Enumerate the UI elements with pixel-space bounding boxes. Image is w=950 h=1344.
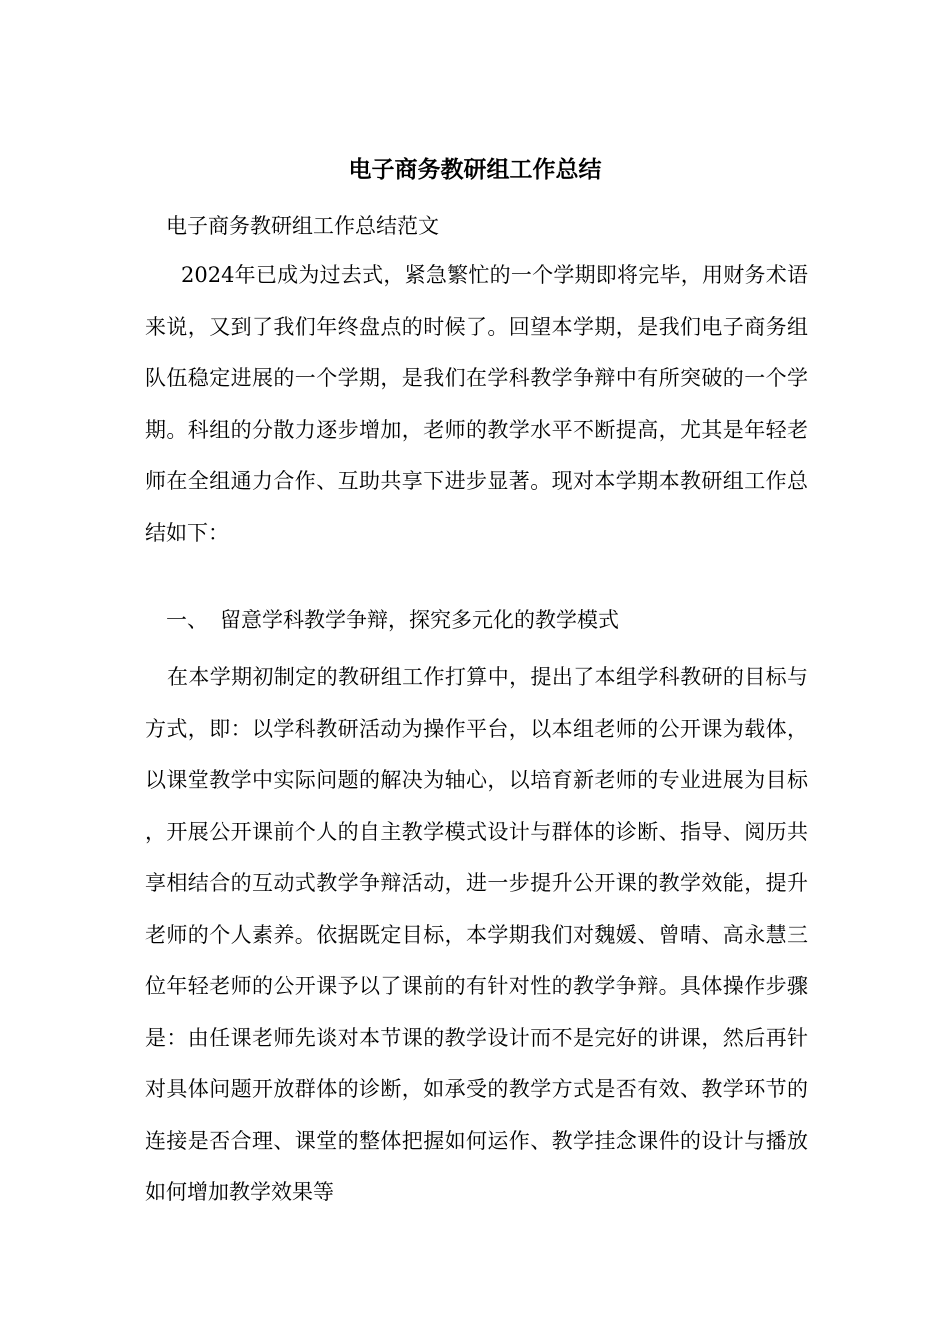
intro-paragraph: 2024年已成为过去式，紧急繁忙的一个学期即将完毕，用财务术语来说，又到了我们年终盘点的时候了。回望本学期，是我们电子商务组队伍稳定进展的一个学期，是我们在学科教学争辩中有所突破的一个学期。科组的分散力逐步增加，老师的教学水平不断提高，尤其是年轻老师在全组通力合作、互助共享下进步显著。现对本学期本教研组工作总结如下： xyxy=(145,263,808,545)
document-title: 电子商务教研组工作总结 xyxy=(348,156,602,183)
document-subtitle: 电子商务教研组工作总结范文 xyxy=(166,214,439,238)
section-paragraph: 在本学期初制定的教研组工作打算中，提出了本组学科教研的目标与方式，即：以学科教研活动为操作平台，以本组老师的公开课为载体，以课堂教学中实际问题的解决为轴心，以培育新老师的专业进展为目标，开展公开课前个人的自主教学模式设计与群体的诊断、指导、阅历共享相结合的互动式教学争辩活动，进一步提升公开课的教学效能，提升老师的个人素养。依据既定目标，本学期我们对魏媛、曾晴、高永慧三位年轻老师的公开课予以了课前的有针对性的教学争辩。具体操作步骤是：由任课老师先谈对本节课的教学设计而不是完好的讲课，然后再针对具体问题开放群体的诊断，如承受的教学方式是否有效、教学环节的连接是否合理、课堂的整体把握如何运作、教学挂念课件的设计与播放如何增加教学效果等 xyxy=(145,665,808,1204)
section-number: 一、 xyxy=(166,608,208,632)
section-heading xyxy=(166,604,619,636)
section-heading-text: 留意学科教学争辩，探究多元化的教学模式 xyxy=(220,608,619,632)
